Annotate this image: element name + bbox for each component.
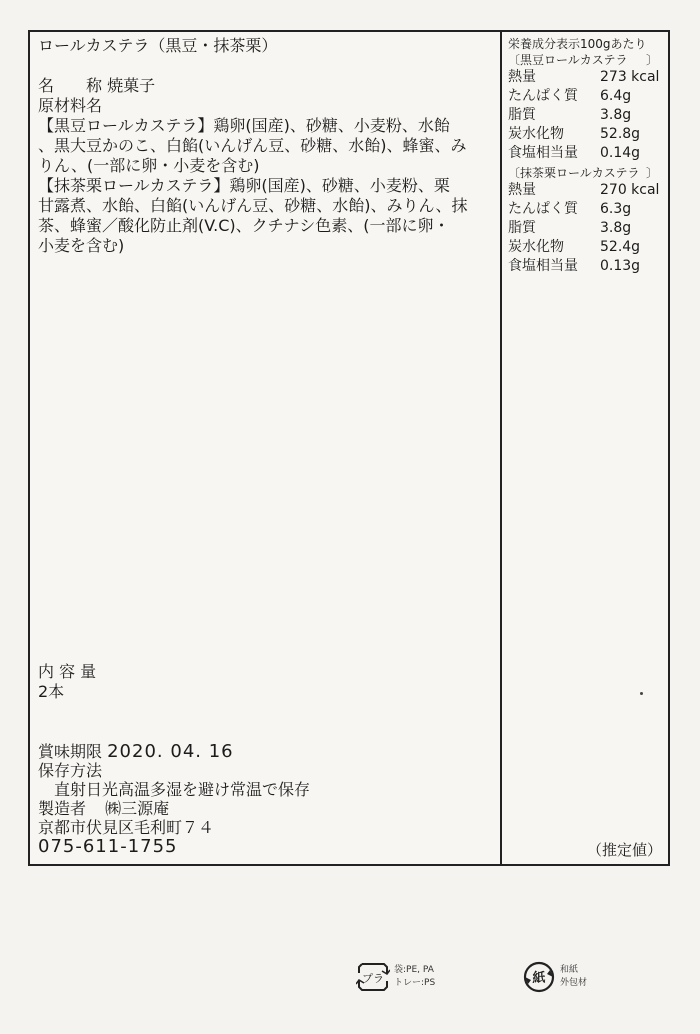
paper-mark-text: 紙 [532,971,546,986]
nutrition-header: 栄養成分表示100gあたり [508,37,647,51]
product-name-row [38,76,493,96]
best-before-label: 賞味期限 [38,742,103,761]
column-divider [500,32,502,864]
plastic-recycle-icon [356,960,390,994]
ingredients-line: 【抹茶栗ロールカステラ】鶏卵(国産)、砂糖、小麦粉、栗 [38,176,450,195]
ingredients-line: 【黒豆ロールカステラ】鶏卵(国産)、砂糖、小麦粉、水飴 [38,116,450,135]
nutrition-facts [508,36,666,276]
nutrition-row: 熱量 270 kcal [508,182,660,198]
plastic-mark-text: プラ [362,972,384,985]
plastic-recycle-mark [356,960,435,994]
best-before-value: 2020. 04. 16 [107,741,234,762]
ingredients-label: 原材料名 [38,96,103,115]
ingredients-line: 、黒大豆かのこ、白餡(いんげん豆、砂糖、水飴)、蜂蜜、み [38,136,467,155]
nutrition-row: 炭水化物 52.8g [508,126,641,142]
maker-row [38,799,310,818]
name-value: 焼菓子 [107,76,156,95]
content-amount [38,662,96,702]
maker-phone: 075-611-1755 [38,836,178,857]
nutrition-row: たんぱく質 6.3g [508,201,632,217]
ingredients-line: 茶、蜂蜜／酸化防止剤(V.C)、クチナシ色素、(一部に卵・ [38,216,450,235]
ingredients-line: 小麦を含む) [38,236,125,255]
storage-label: 保存方法 [38,761,103,780]
estimate-note: （推定値） [586,841,662,859]
nutrition-row: 脂質 3.8g [508,220,632,236]
nutrition-row: 脂質 3.8g [508,107,632,123]
label-footer [38,742,310,856]
product-title: ロールカステラ（黒豆・抹茶栗） [38,36,278,55]
name-label: 名 称 [38,76,103,95]
speck [640,692,643,695]
maker-value: ㈱三源庵 [105,799,170,818]
nutrition-row: 熱量 273 kcal [508,69,660,85]
food-label [28,30,670,866]
content-label: 内 容 量 [38,662,97,681]
paper-recycle-mark [522,960,587,994]
paper-recycle-icon [522,960,556,994]
best-before-row [38,742,310,761]
nutrition-row: 食塩相当量 0.14g [508,145,641,161]
nutrition-product-name: 〔黒豆ロールカステラ 〕 [508,53,658,67]
nutrition-row: 炭水化物 52.4g [508,239,641,255]
nutrition-row: たんぱく質 6.4g [508,88,632,104]
plastic-recycle-text: 袋:PE, PA トレー:PS [394,965,436,988]
storage-value: 直射日光高温多湿を避け常温で保存 [54,780,311,799]
ingredients-line: りん、(一部に卵・小麦を含む) [38,156,260,175]
maker-address: 京都市伏見区毛利町７４ [38,818,215,837]
ingredients-line: 甘露煮、水飴、白餡(いんげん豆、砂糖、水飴)、みりん、抹 [38,196,468,215]
label-main-column [38,36,493,256]
content-value: 2本 [38,682,65,701]
nutrition-product-name: 〔抹茶栗ロールカステラ 〕 [508,166,658,180]
paper-recycle-text: 和紙 外包材 [560,965,588,988]
ingredients-list [38,116,493,256]
nutrition-row: 食塩相当量 0.13g [508,258,641,274]
maker-label: 製造者 [38,799,87,818]
